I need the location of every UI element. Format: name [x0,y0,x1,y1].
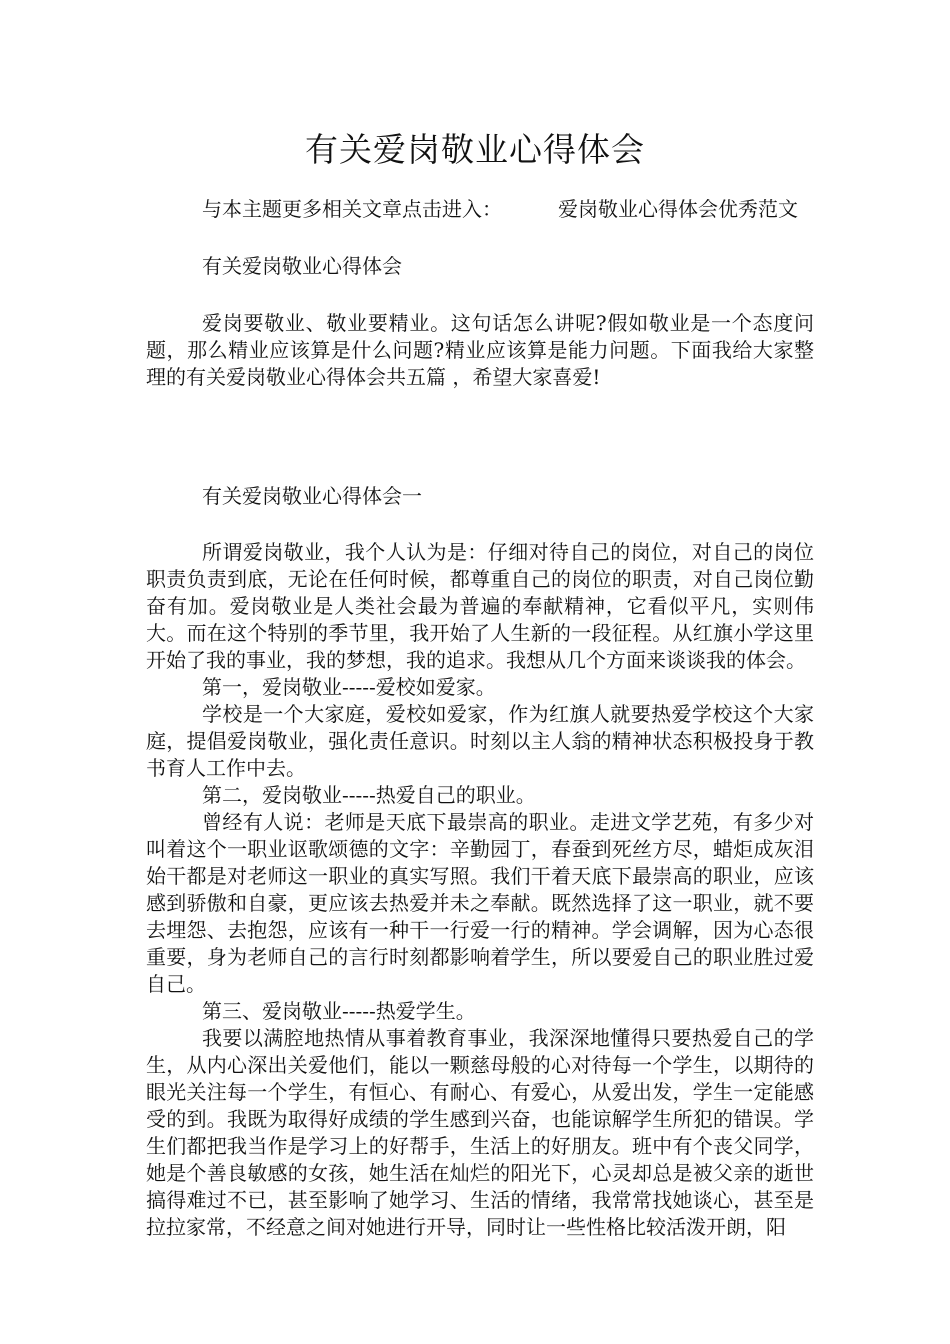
document-title: 有关爱岗敬业心得体会 [305,130,645,169]
body-heading-2: 第二，爱岗敬业-----热爱自己的职业。 [202,783,536,807]
body-heading-1: 第一，爱岗敬业-----爱校如爱家。 [202,675,496,699]
document-subtitle: 有关爱岗敬业心得体会 [202,254,402,278]
body-paragraph: 我要以满腔地热情从事着教育事业，我深深地懂得只要热爱自己的学生，从内心深出关爱他们，能以一颗慈母般的心对待每一个学生，以期待的眼光关注每一个学生，有恒心、有耐心、有爱心，从爱出发，学生一定能感受的到。我既为取得好成绩的学生感到兴奋，也能谅解学生所犯的错误。学生们都把我当作是学习上的好帮手，生活上的好朋友。班中有个丧父同学，她是个善良敏感的女孩，她生活在灿烂的阳光下，心灵却总是被父亲的逝世搞得难过不已，甚至影响了她学习、生活的情绪，我常常找她谈心，甚至是拉拉家常，不经意之间对她进行开导，同时让一些性格比较活泼开朗，阳 [146,1026,814,1239]
body-paragraph: 所谓爱岗敬业，我个人认为是：仔细对待自己的岗位，对自己的岗位职责负责到底，无论在任何时候，都尊重自己的岗位的职责，对自己岗位勤奋有加。爱岗敬业是人类社会最为普遍的奉献精神，它看似平凡，实则伟大。而在这个特别的季节里，我开始了人生新的一段征程。从红旗小学这里开始了我的事业，我的梦想，我的追求。我想从几个方面来谈谈我的体会。 [146,540,814,672]
section-title: 有关爱岗敬业心得体会一 [202,484,422,508]
document-body [146,196,814,1241]
related-prefix: 与本主题更多相关文章点击进入： [202,197,502,221]
intro-paragraph: 爱岗要敬业、敬业要精业。这句话怎么讲呢?假如敬业是一个态度问题，那么精业应该算是什么问题?精业应该算是能力问题。下面我给大家整理的有关爱岗敬业心得体会共五篇 ，希望大家喜爱! [146,311,814,389]
body-heading-3: 第三、爱岗敬业-----热爱学生。 [202,999,476,1023]
related-article-link[interactable]: 爱岗敬业心得体会优秀范文 [558,197,798,221]
related-articles-line [146,196,814,223]
body-paragraph: 学校是一个大家庭，爱校如爱家，作为红旗人就要热爱学校这个大家庭，提倡爱岗敬业，强化责任意识。时刻以主人翁的精神状态积极投身于教书育人工作中去。 [146,702,814,780]
body-paragraph: 曾经有人说：老师是天底下最崇高的职业。走进文学艺苑，有多少对叫着这个一职业讴歌颂德的文字：辛勤园丁，春蚕到死丝方尽，蜡炬成灰泪始干都是对老师这一职业的真实写照。我们干着天底下最崇高的职业，应该感到骄傲和自豪，更应该去热爱并未之奉献。既然选择了这一职业，就不要去埋怨、去抱怨，应该有一种干一行爱一行的精神。学会调解，因为心态很重要，身为老师自己的言行时刻都影响着学生，所以要爱自己的职业胜过爱自己。 [146,810,814,996]
